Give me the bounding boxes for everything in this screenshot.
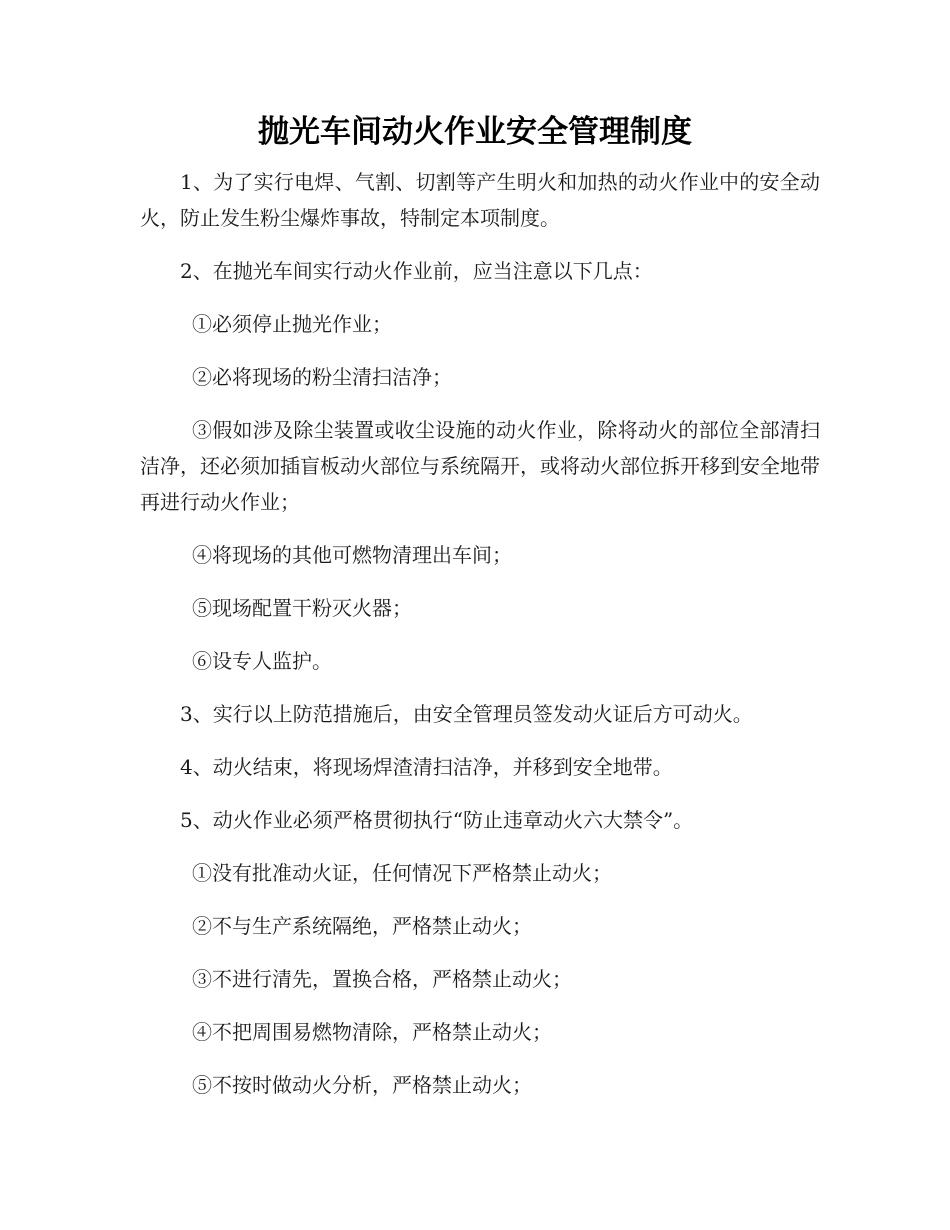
list-item: ①必须停止抛光作业；	[192, 312, 392, 336]
paragraph-1: 1、为了实行电焊、气割、切割等产生明火和加热的动火作业中的安全动火，防止发生粉尘爆炸事故，特制定本项制度。	[140, 170, 820, 230]
paragraph-2: 2、在抛光车间实行动火作业前，应当注意以下几点：	[180, 259, 653, 283]
list-item: ②不与生产系统隔绝，严格禁止动火；	[192, 914, 532, 938]
list-item: ③假如涉及除尘装置或收尘设施的动火作业，除将动火的部位全部清扫洁净，还必须加插盲板动火部位与系统隔开，或将动火部位拆开移到安全地带再进行动火作业；	[140, 418, 820, 514]
list-item: ④不把周围易燃物清除，严格禁止动火；	[192, 1020, 552, 1044]
paragraph-5: 5、动火作业必须严格贯彻执行“防止违章动火六大禁令”。	[180, 808, 694, 832]
list-item: ⑤不按时做动火分析，严格禁止动火；	[192, 1073, 532, 1097]
list-item: ④将现场的其他可燃物清理出车间；	[192, 543, 512, 567]
paragraph-4: 4、动火结束，将现场焊渣清扫洁净，并移到安全地带。	[180, 755, 673, 779]
document-title: 抛光车间动火作业安全管理制度	[258, 114, 692, 150]
document-body	[140, 164, 820, 1120]
list-item: ②必将现场的粉尘清扫洁净；	[192, 365, 452, 389]
list-item: ①没有批准动火证，任何情况下严格禁止动火；	[192, 861, 612, 885]
paragraph-3: 3、实行以上防范措施后，由安全管理员签发动火证后方可动火。	[180, 702, 753, 726]
list-item: ⑥设专人监护。	[192, 649, 332, 673]
list-item: ⑤现场配置干粉灭火器；	[192, 596, 412, 620]
list-item: ③不进行清先，置换合格，严格禁止动火；	[192, 967, 572, 991]
